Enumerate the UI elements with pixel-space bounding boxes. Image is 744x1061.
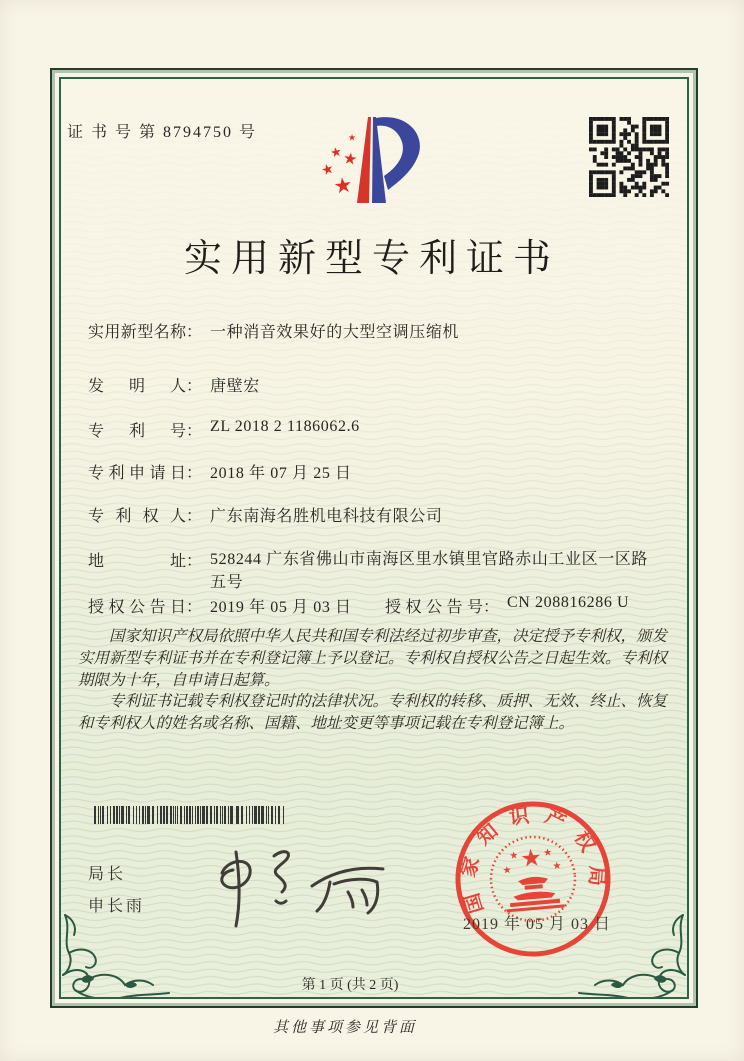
field-value: 2019 年 05 月 03 日	[210, 599, 352, 616]
field-label: 专利号	[88, 423, 186, 440]
officer-title: 局长	[88, 866, 127, 883]
field-row-grant: 授权公告日： 2019 年 05 月 03 日 授权公告号： CN 208816286 U	[88, 594, 630, 616]
officer-name: 申长雨	[88, 898, 146, 915]
field-value: 广东南海名胜机电科技有限公司	[210, 508, 443, 525]
field-row-patent-no: 专利号： ZL 2018 2 1186062.6	[88, 418, 360, 440]
field-label: 授权公告日	[88, 599, 186, 616]
field-label: 专利申请日	[88, 465, 186, 482]
field-value: 2018 年 07 月 25 日	[210, 465, 352, 482]
svg-text:★: ★	[519, 843, 544, 873]
field-value: 一种消音效果好的大型空调压缩机	[210, 324, 460, 341]
back-side-note: 其他事项参见背面	[272, 1020, 417, 1036]
logo-p-mark	[296, 110, 446, 216]
certificate-number: 证 书 号 第 8794750 号	[67, 124, 258, 141]
field-value: ZL 2018 2 1186062.6	[210, 418, 360, 435]
field-value: CN 208816286 U	[507, 594, 630, 611]
field-row-address: 地址： 528244 广东省佛山市南海区里水镇里官路赤山工业区一区路五号	[88, 548, 688, 594]
field-row-inventor: 发明人： 唐壁宏	[88, 373, 688, 396]
legal-paragraph-2: 专利证书记载专利权登记时的法律状况。专利权的转移、质押、无效、终止、恢复和专利权人的姓名或名称、国籍、地址变更等事项记载在专利登记簿上。	[78, 693, 668, 733]
field-row-filing-date: 专利申请日： 2018 年 07 月 25 日	[88, 460, 688, 483]
page-number: 第 1 页 (共 2 页)	[301, 978, 399, 993]
field-label: 授权公告号	[385, 599, 483, 616]
legal-text	[78, 626, 670, 735]
svg-text:★: ★	[502, 864, 513, 877]
certificate-title: 实用新型专利证书	[183, 238, 560, 280]
field-pair-grant-no: 授权公告号： CN 208816286 U	[385, 594, 630, 616]
field-label: 地址	[88, 553, 186, 570]
barcode	[94, 806, 286, 824]
field-row-patentee: 专利权人： 广东南海名胜机电科技有限公司	[88, 503, 688, 526]
star-icon: ★	[328, 143, 344, 161]
seal-date: 2019 年 05 月 03 日	[462, 916, 611, 933]
qr-code	[589, 117, 669, 197]
national-emblem-icon	[501, 842, 566, 913]
legal-paragraph-1: 国家知识产权局依照中华人民共和国专利法经过初步审查，决定授予专利权，颁发实用新型专利证书并在专利登记簿上予以登记。专利权自授权公告之日起生效。专利权期限为十年，自申请日起算。	[78, 628, 668, 689]
svg-text:★: ★	[542, 847, 553, 859]
seal-arc-text: 国家知识产权局	[457, 803, 608, 916]
official-seal	[444, 790, 622, 968]
field-label: 发明人	[88, 378, 186, 395]
field-value: 唐壁宏	[210, 378, 260, 395]
star-icon: ★	[341, 150, 359, 169]
cnipa-logo	[296, 110, 446, 216]
field-label: 实用新型名称	[88, 324, 186, 341]
officer-signature	[192, 836, 402, 942]
star-icon: ★	[347, 132, 357, 143]
svg-text:★: ★	[508, 850, 519, 862]
field-value: 528244 广东省佛山市南海区里水镇里官路赤山工业区一区路五号	[210, 551, 649, 591]
star-icon: ★	[319, 161, 337, 180]
svg-text:★: ★	[552, 860, 562, 873]
field-row-name: 实用新型名称： 一种消音效果好的大型空调压缩机	[88, 319, 688, 342]
star-icon: ★	[331, 172, 354, 199]
field-label: 专利权人	[88, 508, 186, 525]
